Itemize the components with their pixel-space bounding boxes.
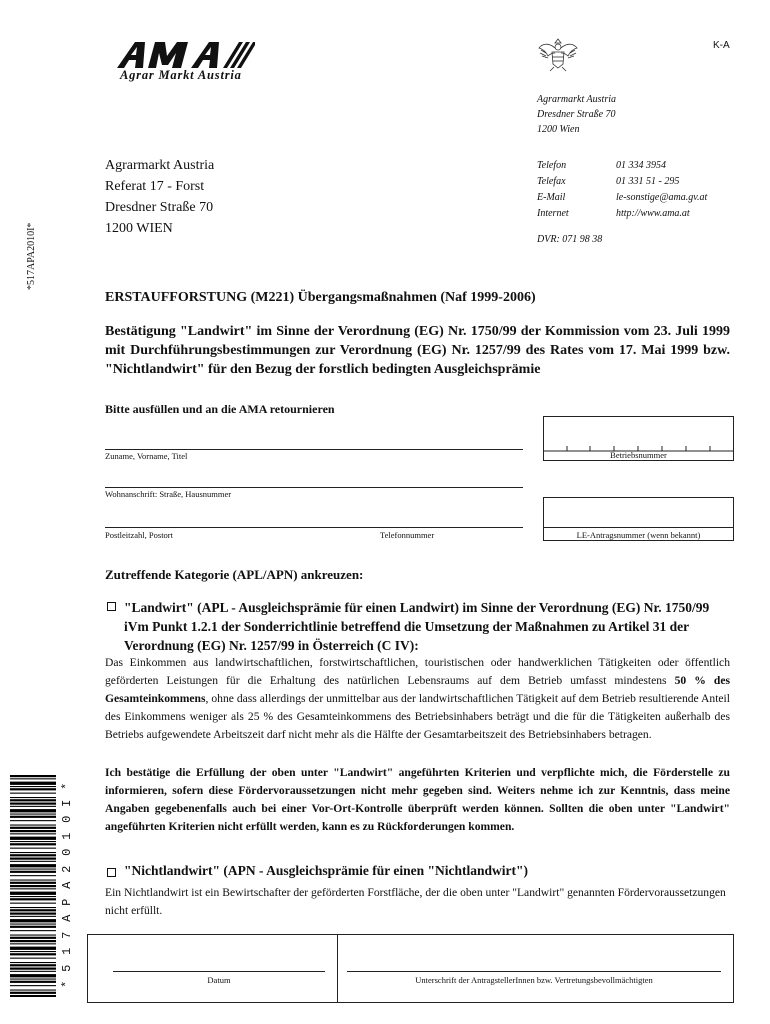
recipient-line: 1200 WIEN [105, 221, 173, 236]
signature-box [87, 934, 734, 1003]
barcode-char: 1 [59, 947, 74, 955]
barcode-char: A [59, 914, 74, 922]
email-value: le-sonstige@ama.gv.at [616, 192, 708, 203]
landwirt-text-b: , ohne dass allerdings der unmittelbar aus der landwirtschaftlichen Tätigkeit auf dem Betrieb resultierende Anteil des Einkommens weniger als 25 % des Gesamteinkommens des Betriebsinhabers beträgt und die für die Tätigkeiten außerhalb des Betriebs aufgewendete Arbeitszeit darf nicht mehr als die Hälfte der Gesamtarbeitszeit des Betriebsinhabers betragen. [105, 692, 730, 741]
sender-line: Agrarmarkt Austria [537, 94, 616, 105]
signature-divider [337, 934, 338, 1003]
barcode-char: * [59, 980, 74, 988]
postal-field-label: Postleitzahl, Postort [105, 530, 173, 540]
telefax-value: 01 331 51 - 295 [616, 176, 680, 187]
document-title: ERSTAUFFORSTUNG (M221) Übergangsmaßnahmen (Naf 1999-2006) [105, 290, 536, 305]
signature-label: Unterschrift der AntragstellerInnen bzw. Vertretungsbevollmächtigten [415, 975, 653, 985]
nichtlandwirt-description: Ein Nichtlandwirt ist ein Bewirtschafter der geförderten Forstfläche, der die oben unter "Landwirt" genannten Fördervoraussetzungen nicht erfüllt. [105, 886, 726, 917]
barcode-char: 0 [59, 815, 74, 823]
barcode-char: 2 [59, 865, 74, 873]
internet-value: http://www.ama.at [616, 208, 690, 219]
recipient-address [105, 155, 214, 239]
telefax-label: Telefax [537, 176, 566, 187]
fill-instruction: Bitte ausfüllen und an die AMA retournieren [105, 402, 335, 416]
side-form-code: *517APA2010I* [26, 222, 37, 290]
telefon-value: 01 334 3954 [616, 160, 666, 171]
sender-address [537, 92, 616, 137]
landwirt-checkbox[interactable] [107, 602, 116, 611]
internet-label: Internet [537, 208, 569, 219]
name-field-label: Zuname, Vorname, Titel [105, 451, 188, 461]
barcode-char: 1 [59, 832, 74, 840]
barcode-char: A [59, 881, 74, 889]
landwirt-heading: "Landwirt" (APL - Ausgleichsprämie für einen Landwirt) im Sinne der Verordnung (EG) Nr. 1750/99 iVm Punkt 1.2.1 der Sonderrichtlinie betreffend die Umsetzung der Maßnahmen zu Artikel 31 der Verordnung (EG) Nr. 1257/99 in Österreich (C IV): [124, 600, 710, 653]
barcode-char: P [59, 898, 74, 906]
phone-field-label: Telefonnummer [380, 530, 435, 540]
email-label: E-Mail [537, 192, 566, 203]
barcode-char: 7 [59, 931, 74, 939]
landwirt-description [105, 654, 730, 744]
form-code: K-A [713, 40, 730, 51]
landwirt-confirmation: Ich bestätige die Erfüllung der oben unter "Landwirt" angeführten Kriterien und verpflichte mich, die Förderstelle zu informieren, sofern diese Fördervoraussetzungen nicht mehr gegeben sind. Weiters nehme ich zur Kenntnis, dass meine Angaben gegebenenfalls auch bei einer Vor-Ort-Kontrolle überprüft werden können. Sollten die oben unter "Landwirt" angeführten Kriterien nicht erfüllt werden, kann es zu Rückforderungen kommen. [105, 766, 730, 833]
datum-line[interactable] [113, 971, 325, 972]
recipient-line: Dresdner Straße 70 [105, 200, 214, 215]
address-field-label: Wohnanschrift: Straße, Hausnummer [105, 489, 232, 499]
nichtlandwirt-heading: "Nichtlandwirt" (APN - Ausgleichsprämie für einen "Nichtlandwirt") [124, 863, 528, 878]
barcode-char: 0 [59, 848, 74, 856]
barcode-char: I [59, 799, 74, 807]
postal-field-line[interactable] [105, 527, 523, 528]
contact-block [537, 158, 707, 222]
nichtlandwirt-checkbox[interactable] [107, 868, 116, 877]
landwirt-text-bold: 50 % des Gesamteinkommens [105, 674, 730, 705]
le-antrag-divider [543, 527, 734, 528]
signature-line[interactable] [347, 971, 721, 972]
category-prompt: Zutreffende Kategorie (APL/APN) ankreuzen: [105, 567, 364, 582]
barcode-char: * [59, 782, 74, 790]
address-field-line[interactable] [105, 487, 523, 488]
name-field-line[interactable] [105, 449, 523, 450]
recipient-line: Referat 17 - Forst [105, 179, 205, 194]
le-antrag-label: LE-Antragsnummer (wenn bekannt) [576, 530, 701, 540]
document-subtitle: Bestätigung "Landwirt" im Sinne der Verordnung (EG) Nr. 1750/99 der Kommission vom 23. Juli 1999 mit Durchführungsbestimmungen zur Verordnung (EG) Nr. 1257/99 des Rates vom 17. Mai 1999 bzw. "Nichtlandwirt" für den Bezug der forstlich bedingten Ausgleichsprämie [105, 324, 730, 377]
dvr-number: DVR: 071 98 38 [537, 234, 603, 245]
austria-eagle-crest-icon [538, 36, 578, 72]
barcode-char: 5 [59, 964, 74, 972]
recipient-line: Agrarmarkt Austria [105, 158, 215, 173]
sender-line: 1200 Wien [537, 124, 580, 135]
telefon-label: Telefon [537, 160, 567, 171]
barcode-text [58, 778, 78, 993]
datum-label: Datum [207, 975, 231, 985]
logo-subtitle: Agrar Markt Austria [120, 68, 242, 82]
betriebsnummer-label: Betriebsnummer [610, 450, 667, 460]
sender-line: Dresdner Straße 70 [537, 109, 616, 120]
landwirt-text-a: Das Einkommen aus landwirtschaftlichen, forstwirtschaftlichen, touristischen oder handwerklichen Tätigkeiten oder öffentlich geförderten Leistungen für die Erhaltung des natürlichen Lebensraums auf dem Betrieb umfasst mindestens [105, 656, 730, 687]
